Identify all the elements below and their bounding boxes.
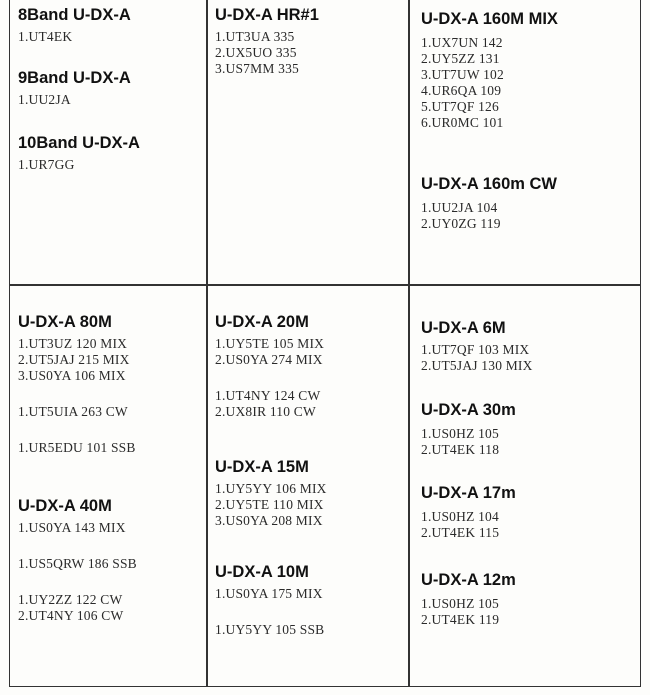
list-item: 1.UU2JA 104 bbox=[421, 200, 498, 215]
section-10m bbox=[215, 562, 324, 638]
section-hr1 bbox=[215, 5, 319, 77]
list-item: 1.UT3UA 335 bbox=[215, 29, 295, 44]
list-item: 2.UT5JAJ 130 MIX bbox=[421, 358, 533, 373]
list-item: 2.US0YA 274 MIX bbox=[215, 352, 323, 367]
section-title: U-DX-A 80M bbox=[18, 313, 112, 331]
section-title: U-DX-A 160m CW bbox=[421, 175, 557, 193]
section-title: U-DX-A 17m bbox=[421, 484, 516, 502]
list-item: 2.UX5UO 335 bbox=[215, 45, 297, 60]
section-title: U-DX-A 15M bbox=[215, 458, 309, 476]
section-title: 10Band U-DX-A bbox=[18, 134, 140, 152]
list-item: 1.UY5YY 106 MIX bbox=[215, 481, 327, 496]
list-item: 1.US0YA 143 MIX bbox=[18, 520, 126, 535]
section-title: U-DX-A HR#1 bbox=[215, 6, 319, 24]
list-item: 1.UT3UZ 120 MIX bbox=[18, 336, 128, 351]
section-17m bbox=[421, 483, 516, 541]
list-item: 1.US0YA 175 MIX bbox=[215, 586, 323, 601]
section-80m bbox=[18, 312, 136, 456]
list-item: 3.US0YA 208 MIX bbox=[215, 513, 323, 528]
row-divider bbox=[10, 284, 640, 286]
list-item: 2.UY0ZG 119 bbox=[421, 216, 501, 231]
section-title: U-DX-A 40M bbox=[18, 497, 112, 515]
section-title: U-DX-A 30m bbox=[421, 401, 516, 419]
section-160m-mix bbox=[421, 9, 558, 131]
section-title: U-DX-A 12m bbox=[421, 571, 516, 589]
list-item: 2.UT4NY 106 CW bbox=[18, 608, 124, 623]
list-item: 5.UT7QF 126 bbox=[421, 99, 499, 114]
list-item: 3.UT7UW 102 bbox=[421, 67, 504, 82]
section-40m bbox=[18, 496, 137, 624]
list-item: 2.UY5TE 110 MIX bbox=[215, 497, 324, 512]
section-10band bbox=[18, 133, 140, 173]
list-item: 1.UT5UIA 263 CW bbox=[18, 404, 128, 419]
list-item: 1.US0HZ 104 bbox=[421, 509, 499, 524]
list-item: 6.UR0MC 101 bbox=[421, 115, 504, 130]
list-item: 1.UY5YY 105 SSB bbox=[215, 622, 325, 637]
list-item: 2.UT4EK 118 bbox=[421, 442, 500, 457]
list-item: 1.US5QRW 186 SSB bbox=[18, 556, 137, 571]
section-title: 9Band U-DX-A bbox=[18, 69, 131, 87]
list-item: 1.US0HZ 105 bbox=[421, 426, 499, 441]
list-item: 2.UT4EK 119 bbox=[421, 612, 500, 627]
section-160m-cw bbox=[421, 174, 557, 232]
list-item: 1.UT4EK bbox=[18, 29, 73, 44]
list-item: 1.US0HZ 105 bbox=[421, 596, 499, 611]
section-title: U-DX-A 10M bbox=[215, 563, 309, 581]
column-divider bbox=[408, 0, 410, 687]
list-item: 1.UX7UN 142 bbox=[421, 35, 503, 50]
list-item: 3.US7MM 335 bbox=[215, 61, 299, 76]
list-item: 1.UY2ZZ 122 CW bbox=[18, 592, 123, 607]
section-30m bbox=[421, 400, 516, 458]
list-item: 2.UY5ZZ 131 bbox=[421, 51, 500, 66]
column-divider bbox=[206, 0, 208, 687]
section-title: U-DX-A 6M bbox=[421, 319, 506, 337]
list-item: 3.US0YA 106 MIX bbox=[18, 368, 126, 383]
list-item: 1.UY5TE 105 MIX bbox=[215, 336, 325, 351]
list-item: 2.UX8IR 110 CW bbox=[215, 404, 316, 419]
list-item: 1.UU2JA bbox=[18, 92, 71, 107]
list-item: 1.UR7GG bbox=[18, 157, 75, 172]
list-item: 1.UR5EDU 101 SSB bbox=[18, 440, 136, 455]
list-item: 2.UT4EK 115 bbox=[421, 525, 500, 540]
list-item: 2.UT5JAJ 215 MIX bbox=[18, 352, 130, 367]
section-6m bbox=[421, 318, 533, 374]
list-item: 1.UT7QF 103 MIX bbox=[421, 342, 530, 357]
section-8band bbox=[18, 5, 131, 45]
list-item: 1.UT4NY 124 CW bbox=[215, 388, 321, 403]
section-20m bbox=[215, 312, 324, 420]
section-title: U-DX-A 20M bbox=[215, 313, 309, 331]
section-title: 8Band U-DX-A bbox=[18, 6, 131, 24]
section-9band bbox=[18, 68, 131, 108]
list-item: 4.UR6QA 109 bbox=[421, 83, 502, 98]
section-12m bbox=[421, 570, 516, 628]
section-title: U-DX-A 160M MIX bbox=[421, 10, 558, 28]
section-15m bbox=[215, 457, 327, 529]
